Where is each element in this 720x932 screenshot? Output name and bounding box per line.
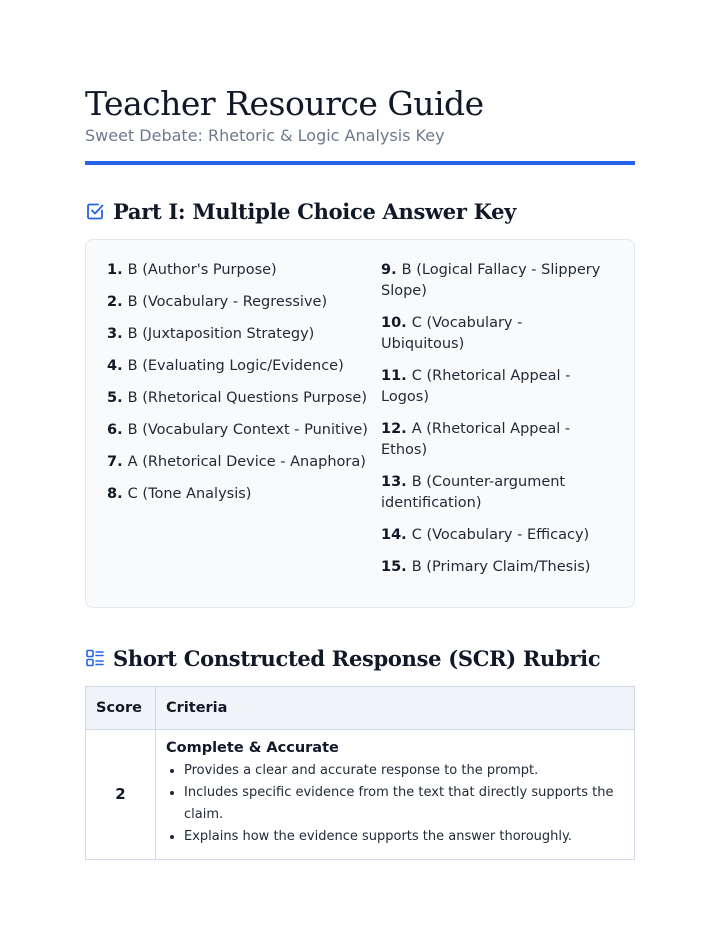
answer-text: C (Rhetorical Appeal - Logos) xyxy=(381,368,571,405)
question-number: 8. xyxy=(107,486,123,502)
answer-text: B (Counter-argument identification) xyxy=(381,474,566,511)
rubric-table xyxy=(85,686,635,860)
answer-text: A (Rhetorical Device - Anaphora) xyxy=(127,454,366,470)
criteria-list xyxy=(166,760,624,848)
answer-key-right-column xyxy=(381,260,614,589)
answer-key-heading: Part I: Multiple Choice Answer Key xyxy=(113,198,517,224)
question-number: 5. xyxy=(107,390,123,406)
answer-key-item xyxy=(381,525,614,546)
answer-text: B (Rhetorical Questions Purpose) xyxy=(127,390,367,406)
answer-text: B (Logical Fallacy - Slippery Slope) xyxy=(381,262,601,299)
question-number: 7. xyxy=(107,454,123,470)
list-layout-icon xyxy=(85,648,105,668)
criteria-column-header: Criteria xyxy=(156,687,635,730)
answer-text: C (Vocabulary - Ubiquitous) xyxy=(381,315,523,352)
question-number: 13. xyxy=(381,474,407,490)
answer-key-item xyxy=(381,313,614,355)
answer-key-item xyxy=(381,419,614,461)
answer-key-item xyxy=(107,420,381,441)
answer-text: A (Rhetorical Appeal - Ethos) xyxy=(381,421,571,458)
question-number: 15. xyxy=(381,559,407,575)
answer-text: B (Vocabulary - Regressive) xyxy=(127,294,328,310)
answer-key-item xyxy=(381,472,614,514)
answer-key-item xyxy=(107,484,381,505)
criteria-point: • Includes specific evidence from the text that directly supports the claim. xyxy=(184,782,624,826)
rubric-row xyxy=(86,730,635,860)
answer-text: B (Author's Purpose) xyxy=(127,262,277,278)
answer-key-item xyxy=(107,324,381,345)
question-number: 2. xyxy=(107,294,123,310)
answer-key-item xyxy=(107,356,381,377)
criteria-point: • Explains how the evidence supports the answer thoroughly. xyxy=(184,826,624,848)
criteria-cell xyxy=(156,730,635,860)
answer-key-item xyxy=(381,260,614,302)
answer-key-item xyxy=(107,388,381,409)
question-number: 10. xyxy=(381,315,407,331)
question-number: 3. xyxy=(107,326,123,342)
page-subtitle: Sweet Debate: Rhetoric & Logic Analysis Key xyxy=(85,126,445,145)
question-number: 9. xyxy=(381,262,397,278)
criteria-point: • Provides a clear and accurate response to the prompt. xyxy=(184,760,624,782)
question-number: 12. xyxy=(381,421,407,437)
question-number: 14. xyxy=(381,527,407,543)
question-number: 11. xyxy=(381,368,407,384)
criteria-title: Complete & Accurate xyxy=(166,740,339,756)
answer-text: C (Tone Analysis) xyxy=(127,486,252,502)
answer-key-item xyxy=(107,260,381,281)
answer-text: B (Juxtaposition Strategy) xyxy=(127,326,315,342)
question-number: 4. xyxy=(107,358,123,374)
score-cell: 2 xyxy=(86,730,156,860)
answer-text: C (Vocabulary - Efficacy) xyxy=(411,527,590,543)
answer-key-box xyxy=(85,239,635,608)
answer-key-header xyxy=(85,195,635,227)
question-number: 1. xyxy=(107,262,123,278)
rubric-heading: Short Constructed Response (SCR) Rubric xyxy=(113,645,601,671)
answer-text: B (Vocabulary Context - Punitive) xyxy=(127,422,368,438)
answer-key-item xyxy=(107,292,381,313)
score-column-header: Score xyxy=(86,687,156,730)
page-title: Teacher Resource Guide xyxy=(85,84,484,123)
rubric-header xyxy=(85,642,635,674)
title-divider xyxy=(85,161,635,165)
answer-key-item xyxy=(381,557,614,578)
answer-key-item xyxy=(107,452,381,473)
question-number: 6. xyxy=(107,422,123,438)
answer-key-item xyxy=(381,366,614,408)
answer-key-left-column xyxy=(107,260,381,589)
answer-text: B (Primary Claim/Thesis) xyxy=(411,559,591,575)
rubric-header-row xyxy=(86,687,635,730)
checkbox-icon xyxy=(85,201,105,221)
answer-text: B (Evaluating Logic/Evidence) xyxy=(127,358,344,374)
